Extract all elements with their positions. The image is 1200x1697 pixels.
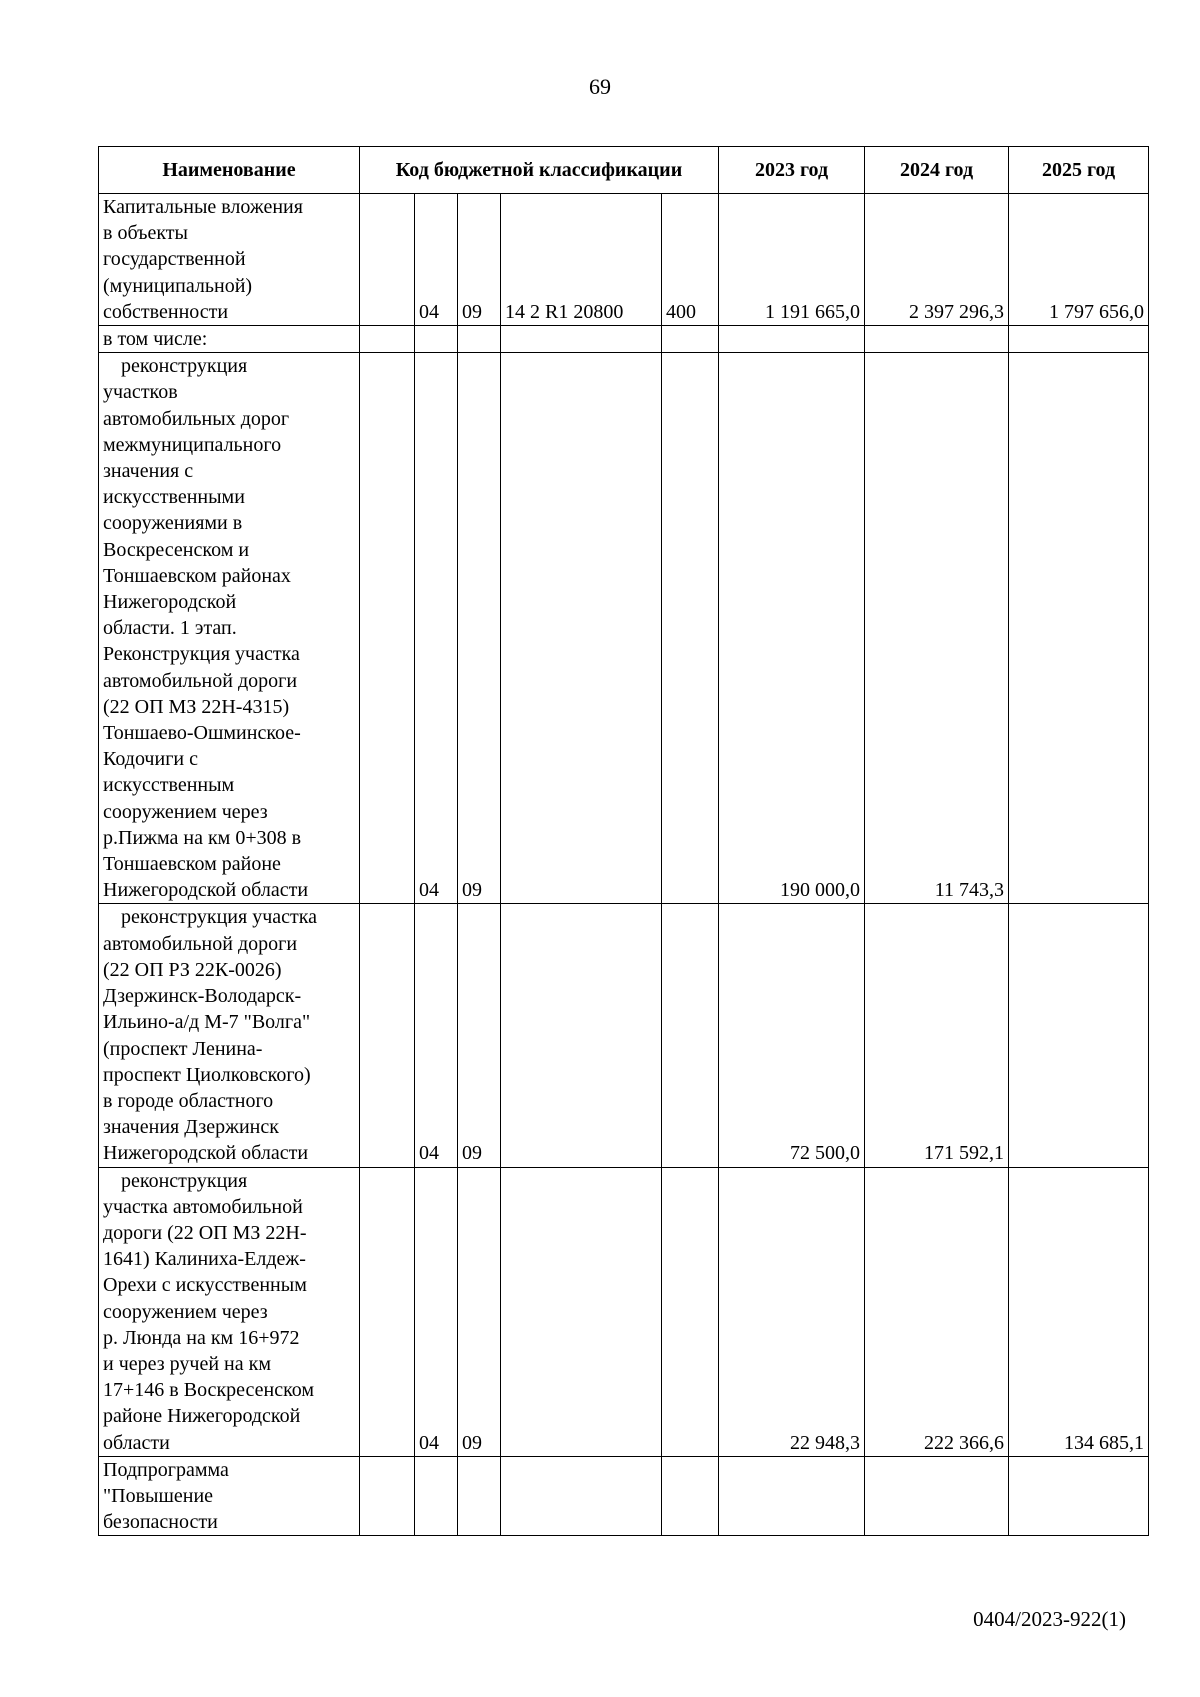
row-name-line: реконструкция [121,355,248,378]
page-number: 69 [589,74,611,99]
cell-y2023: 22 948,3 [719,1167,865,1456]
row-name-line: автомобильной дороги [103,932,298,955]
row-name-line: р.Пижма на км 0+308 в [103,826,302,849]
cell-c3 [458,1456,501,1536]
cell-y2025 [1009,1456,1149,1536]
cell-c4 [501,326,662,353]
row-name-line: Капитальные вложения [103,196,303,218]
row-name-line: Воскресенском и [103,538,250,561]
cell-y2024: 2 397 296,3 [865,194,1009,326]
cell-y2023: 1 191 665,0 [719,194,865,326]
row-name-line: области [103,1431,170,1454]
cell-c2: 04 [415,904,458,1167]
row-name-line: Кодочиги с [103,748,198,771]
table-header-row [99,147,1149,194]
row-name-line: Нижегородской области [103,879,309,902]
header-code: Код бюджетной классификации [360,147,719,194]
row-name-line: (22 ОП РЗ 22К-0026) [103,958,282,981]
row-name-line: р. Люнда на км 16+972 [103,1326,300,1349]
cell-c5 [662,904,719,1167]
cell-y2025: 1 797 656,0 [1009,194,1149,326]
row-name-line: Орехи с искусственным [103,1274,307,1297]
row-name-line: в объекты [103,222,188,245]
row-name-line: искусственным [103,774,235,797]
cell-c3 [458,326,501,353]
row-name-line: автомобильных дорог [103,407,290,430]
row-name-line: области. 1 этап. [103,617,237,640]
cell-c1 [360,194,415,326]
row-name-line: (муниципальной) [103,274,253,297]
table-row [99,1167,1149,1456]
row-name-line: 17+146 в Воскресенском [103,1379,315,1402]
cell-c5: 400 [662,194,719,326]
cell-c2: 04 [415,194,458,326]
cell-c3: 09 [458,904,501,1167]
cell-c3: 09 [458,1167,501,1456]
row-name-line: участков [103,381,178,404]
row-name-line: сооружением через [103,1300,268,1323]
row-name [99,1167,360,1456]
row-name [99,904,360,1167]
row-name [99,194,360,326]
row-name-line: значения с [103,460,194,483]
cell-c3: 09 [458,353,501,904]
row-name-line: (проспект Ленина- [103,1037,263,1060]
row-name-line: Дзержинск-Володарск- [103,985,302,1008]
row-name-line: в том числе: [103,328,208,351]
row-name-line: государственной [103,248,246,271]
row-name-line: Ильино-а/д М-7 "Волга" [103,1011,311,1034]
cell-y2025 [1009,326,1149,353]
row-name-line: Реконструкция участка [103,643,300,666]
row-name-line: Тоншаево-Ошминское- [103,722,301,745]
cell-y2024 [865,1456,1009,1536]
cell-y2025 [1009,353,1149,904]
cell-c5 [662,1456,719,1536]
row-name-line: проспект Циолковского) [103,1063,311,1086]
cell-c1 [360,353,415,904]
cell-c4 [501,1167,662,1456]
cell-y2024: 11 743,3 [865,353,1009,904]
cell-y2024: 222 366,6 [865,1167,1009,1456]
cell-y2023 [719,326,865,353]
cell-c1 [360,326,415,353]
row-name-line: Тоншаевском районе [103,853,281,876]
row-name [99,1456,360,1536]
cell-c1 [360,1456,415,1536]
header-2023: 2023 год [719,147,865,194]
cell-c4 [501,904,662,1167]
row-name-line: 1641) Калиниха-Елдеж- [103,1248,306,1271]
table-row [99,1456,1149,1536]
table-row [99,194,1149,326]
cell-c5 [662,1167,719,1456]
header-name: Наименование [99,147,360,194]
row-name-line: участка автомобильной [103,1195,303,1218]
row-name-line: районе Нижегородской [103,1405,301,1428]
row-name [99,353,360,904]
cell-c2: 04 [415,1167,458,1456]
cell-y2023: 72 500,0 [719,904,865,1167]
cell-c4: 14 2 R1 20800 [501,194,662,326]
row-name-line: собственности [103,300,229,323]
row-name-line: Нижегородской области [103,1142,309,1165]
row-name-line: (22 ОП МЗ 22Н-4315) [103,695,290,718]
document-code: 0404/2023-922(1) [973,1607,1126,1631]
header-2024: 2024 год [865,147,1009,194]
cell-c1 [360,1167,415,1456]
cell-y2025 [1009,904,1149,1167]
row-name-line: искусственными [103,486,245,509]
row-name-line: и через ручей на км [103,1352,271,1375]
row-name-line: автомобильной дороги [103,669,298,692]
table-row [99,904,1149,1167]
cell-c2: 04 [415,353,458,904]
budget-table [98,146,1149,1536]
cell-c2 [415,326,458,353]
header-2025: 2025 год [1009,147,1149,194]
row-name-line: сооружением через [103,800,268,823]
cell-y2024: 171 592,1 [865,904,1009,1167]
cell-y2023: 190 000,0 [719,353,865,904]
table-row [99,353,1149,904]
row-name-line: сооружениями в [103,512,243,535]
cell-y2023 [719,1456,865,1536]
row-name-line: реконструкция участка [121,906,318,929]
row-name-line: "Повышение [103,1484,214,1507]
cell-c2 [415,1456,458,1536]
cell-c5 [662,353,719,904]
row-name-line: в городе областного [103,1089,274,1112]
row-name-line: Подпрограмма [103,1458,229,1481]
row-name-line: безопасности [103,1511,218,1534]
row-name-line: межмуниципального [103,433,282,456]
row-name-line: Нижегородской [103,591,237,614]
cell-c5 [662,326,719,353]
cell-c4 [501,1456,662,1536]
cell-y2025: 134 685,1 [1009,1167,1149,1456]
table-body [99,194,1149,1536]
row-name-line: реконструкция [121,1169,248,1192]
cell-c1 [360,904,415,1167]
cell-c4 [501,353,662,904]
row-name [99,326,360,353]
cell-y2024 [865,326,1009,353]
cell-c3: 09 [458,194,501,326]
row-name-line: дороги (22 ОП МЗ 22Н- [103,1221,307,1244]
row-name-line: значения Дзержинск [103,1116,279,1139]
row-name-line: Тоншаевском районах [103,564,291,587]
table-row [99,326,1149,353]
